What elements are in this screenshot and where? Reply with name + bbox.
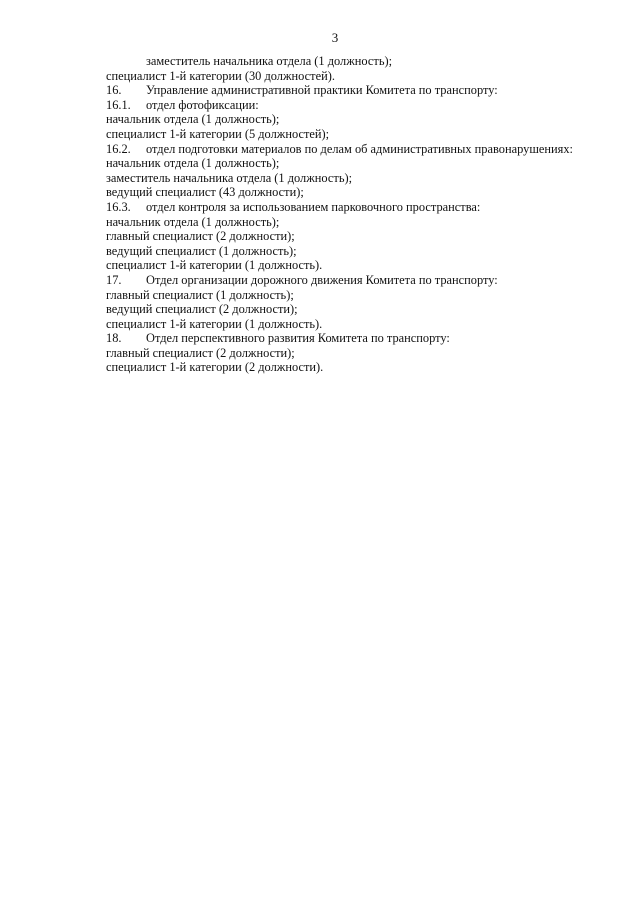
line-text: ведущий специалист (43 должности);	[106, 185, 304, 200]
document-line	[106, 142, 626, 157]
line-text: специалист 1-й категории (1 должность).	[106, 316, 323, 331]
document-line	[106, 229, 626, 244]
line-text: начальник отдела (1 должность);	[106, 214, 280, 229]
document-body	[106, 54, 626, 375]
document-line	[106, 244, 626, 259]
document-line	[106, 83, 626, 98]
line-text: специалист 1-й категории (1 должность).	[106, 258, 323, 273]
line-text: Отдел перспективного развития Комитета по транспорту:	[146, 331, 450, 346]
line-text: начальник отдела (1 должность);	[106, 156, 280, 171]
document-line	[106, 273, 626, 288]
document-line	[106, 302, 626, 317]
line-text: Отдел организации дорожного движения Комитета по транспорту:	[146, 272, 498, 287]
document-line	[106, 258, 626, 273]
document-line	[106, 346, 626, 361]
document-line	[106, 360, 626, 375]
document-line	[106, 331, 626, 346]
document-line	[106, 215, 626, 230]
item-number: 16.3.	[106, 199, 131, 214]
line-text: специалист 1-й категории (5 должностей);	[106, 126, 330, 141]
line-text: главный специалист (2 должности);	[106, 229, 295, 244]
item-number: 16.2.	[106, 141, 131, 156]
document-line	[106, 200, 626, 215]
line-text: заместитель начальника отдела (1 должность);	[106, 170, 353, 185]
document-line	[106, 317, 626, 332]
document-line	[106, 112, 626, 127]
document-line	[106, 54, 626, 69]
line-text: главный специалист (1 должность);	[106, 287, 294, 302]
line-text: Управление административной практики Комитета по транспорту:	[146, 83, 498, 98]
line-text: отдел фотофиксации:	[146, 97, 259, 112]
line-text: ведущий специалист (2 должности);	[106, 302, 298, 317]
line-text: отдел подготовки материалов по делам об административных правонарушениях:	[146, 141, 573, 156]
line-text: специалист 1-й категории (30 должностей).	[106, 68, 335, 83]
item-number: 17.	[106, 272, 122, 287]
line-text: заместитель начальника отдела (1 должность);	[146, 54, 393, 68]
line-text: отдел контроля за использованием парковочного пространства:	[146, 199, 481, 214]
page-number: 3	[331, 30, 339, 45]
document-line	[106, 156, 626, 171]
document-line	[106, 127, 626, 142]
line-text: главный специалист (2 должности);	[106, 345, 295, 360]
line-text: специалист 1-й категории (2 должности).	[106, 360, 324, 375]
document-line	[106, 185, 626, 200]
document-line	[106, 288, 626, 303]
document-line	[106, 69, 626, 84]
item-number: 16.1.	[106, 97, 131, 112]
line-text: ведущий специалист (1 должность);	[106, 243, 297, 258]
item-number: 16.	[106, 83, 122, 98]
item-number: 18.	[106, 331, 122, 346]
line-text: начальник отдела (1 должность);	[106, 112, 280, 127]
document-line	[106, 98, 626, 113]
document-line	[106, 171, 626, 186]
